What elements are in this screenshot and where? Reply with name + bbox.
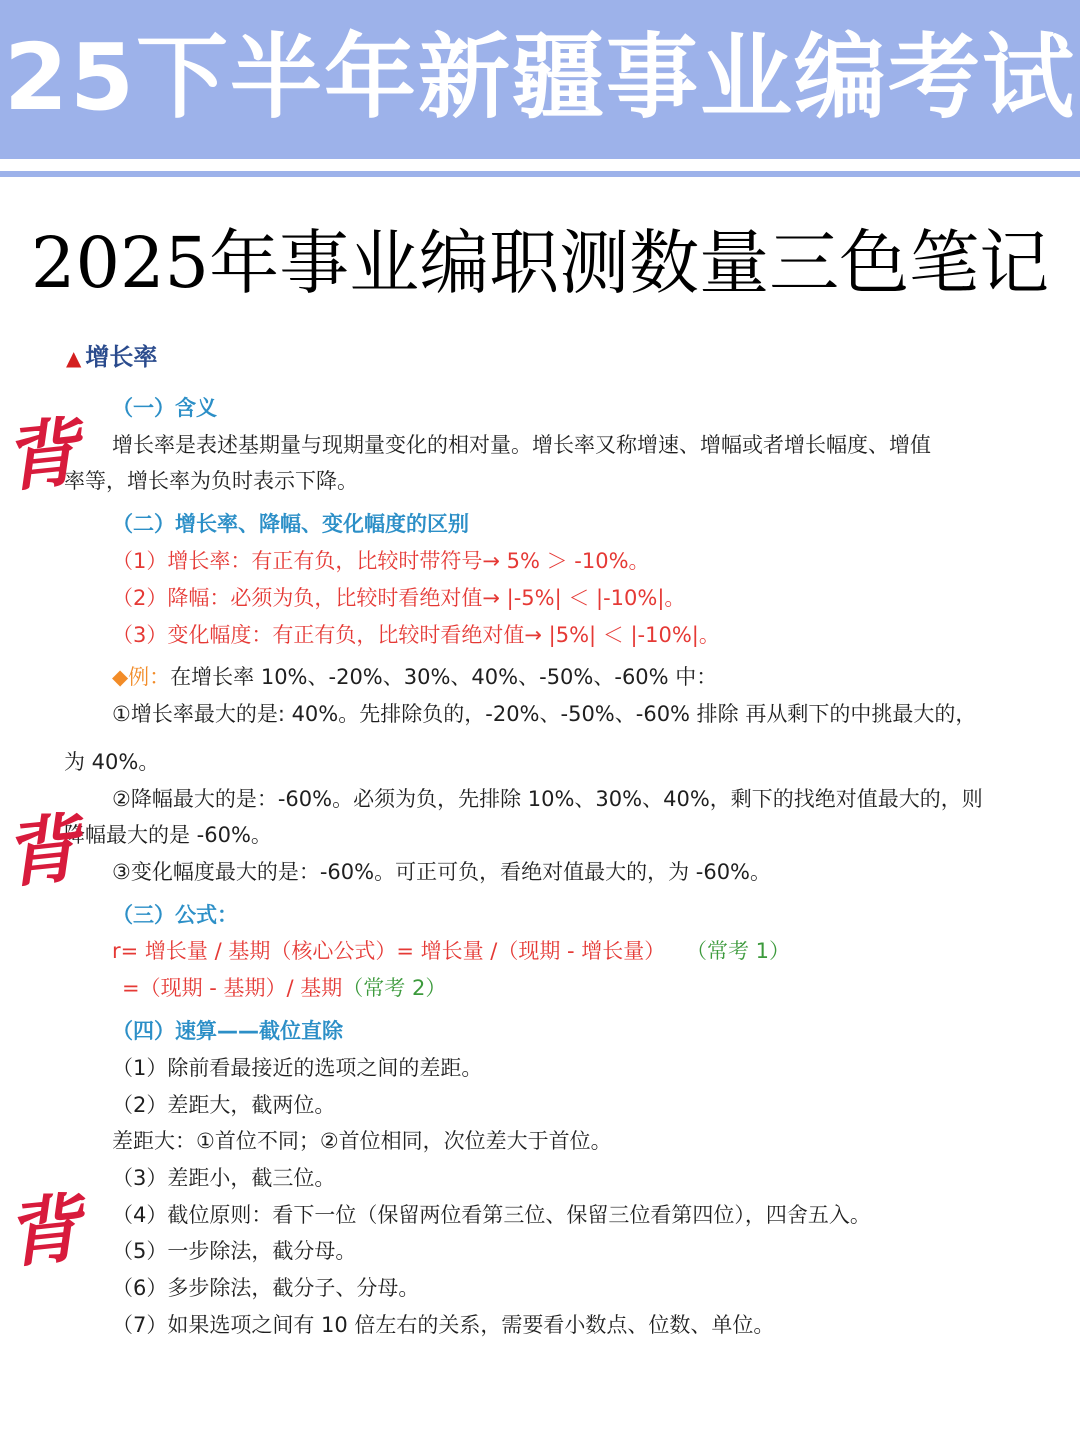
example-1-line1: ①增长率最大的是: 40%。先排除负的，-20%、-50%、-60% 排除 再从剩下的中挑最大的， [112, 702, 977, 726]
example-2-line1: ②降幅最大的是：-60%。必须为负，先排除 10%、30%、40%，剩下的找绝对值最大的，则 [112, 787, 983, 811]
banner-title: 25下半年新疆事业编考试 [3, 24, 1077, 131]
document-title: 2025年事业编职测数量三色笔记 [30, 222, 1050, 304]
formula-1: r= 增长量 / 基期（核心公式）= 增长量 /（现期 - 增长量） [112, 939, 666, 963]
part2-item-1: （1）增长率：有正有负，比较时带符号→ 5% ＞ -10%。 [112, 549, 650, 573]
formula-1-note: （常考 1） [685, 939, 791, 963]
part3-heading: （三）公式： [112, 903, 238, 927]
example-text: 在增长率 10%、-20%、30%、40%、-50%、-60% 中： [170, 665, 718, 689]
example-label: ◆例： [112, 665, 171, 689]
part2-heading: （二）增长率、降幅、变化幅度的区别 [112, 512, 469, 536]
formula-2-note: （常考 2） [342, 976, 447, 1000]
part1-text-line2: 率等，增长率为负时表示下降。 [64, 469, 358, 493]
example-2-line2: 降幅最大的是 -60%。 [64, 823, 272, 847]
section-title: 增长率 [85, 343, 158, 371]
example-1-line2: 为 40%。 [64, 750, 160, 774]
part4-item-8: （7）如果选项之间有 10 倍左右的关系，需要看小数点、位数、单位。 [112, 1313, 775, 1337]
part2-item-3: （3）变化幅度：有正有负，比较时看绝对值→ |5%| ＜ |-10%|。 [112, 623, 720, 647]
memorize-stamp-3: 背 [1, 1185, 85, 1279]
banner-underline [0, 171, 1080, 177]
part4-item-1: （1）除前看最接近的选项之间的差距。 [112, 1056, 483, 1080]
part4-item-6: （5）一步除法，截分母。 [112, 1239, 357, 1263]
header-banner [0, 0, 1080, 162]
part4-item-5: （4）截位原则：看下一位（保留两位看第三位、保留三位看第四位），四舍五入。 [112, 1203, 871, 1227]
part4-item-3: 差距大：①首位不同；②首位相同，次位差大于首位。 [112, 1129, 612, 1153]
memorize-stamp-2: 背 [0, 805, 83, 899]
section-heading [66, 342, 157, 373]
formula-line-2 [122, 973, 446, 1003]
formula-line-1 [112, 936, 790, 966]
part4-item-4: （3）差距小，截三位。 [112, 1166, 336, 1190]
part2-item-2: （2）降幅：必须为负，比较时看绝对值→ |-5%| ＜ |-10%|。 [112, 586, 686, 610]
part1-heading: （一）含义 [112, 396, 217, 420]
part4-item-2: （2）差距大，截两位。 [112, 1093, 336, 1117]
example-3: ③变化幅度最大的是：-60%。可正可负，看绝对值最大的，为 -60%。 [112, 860, 772, 884]
part1-text-line1: 增长率是表述基期量与现期量变化的相对量。增长率又称增速、增幅或者增长幅度、增值 [112, 433, 931, 457]
example-line [112, 662, 717, 692]
triangle-icon: ▲ [66, 346, 82, 370]
memorize-stamp-1: 背 [0, 409, 83, 503]
formula-2: =（现期 - 基期）/ 基期 [122, 976, 343, 1000]
part4-item-7: （6）多步除法，截分子、分母。 [112, 1276, 420, 1300]
part4-heading: （四）速算——截位直除 [112, 1019, 343, 1043]
